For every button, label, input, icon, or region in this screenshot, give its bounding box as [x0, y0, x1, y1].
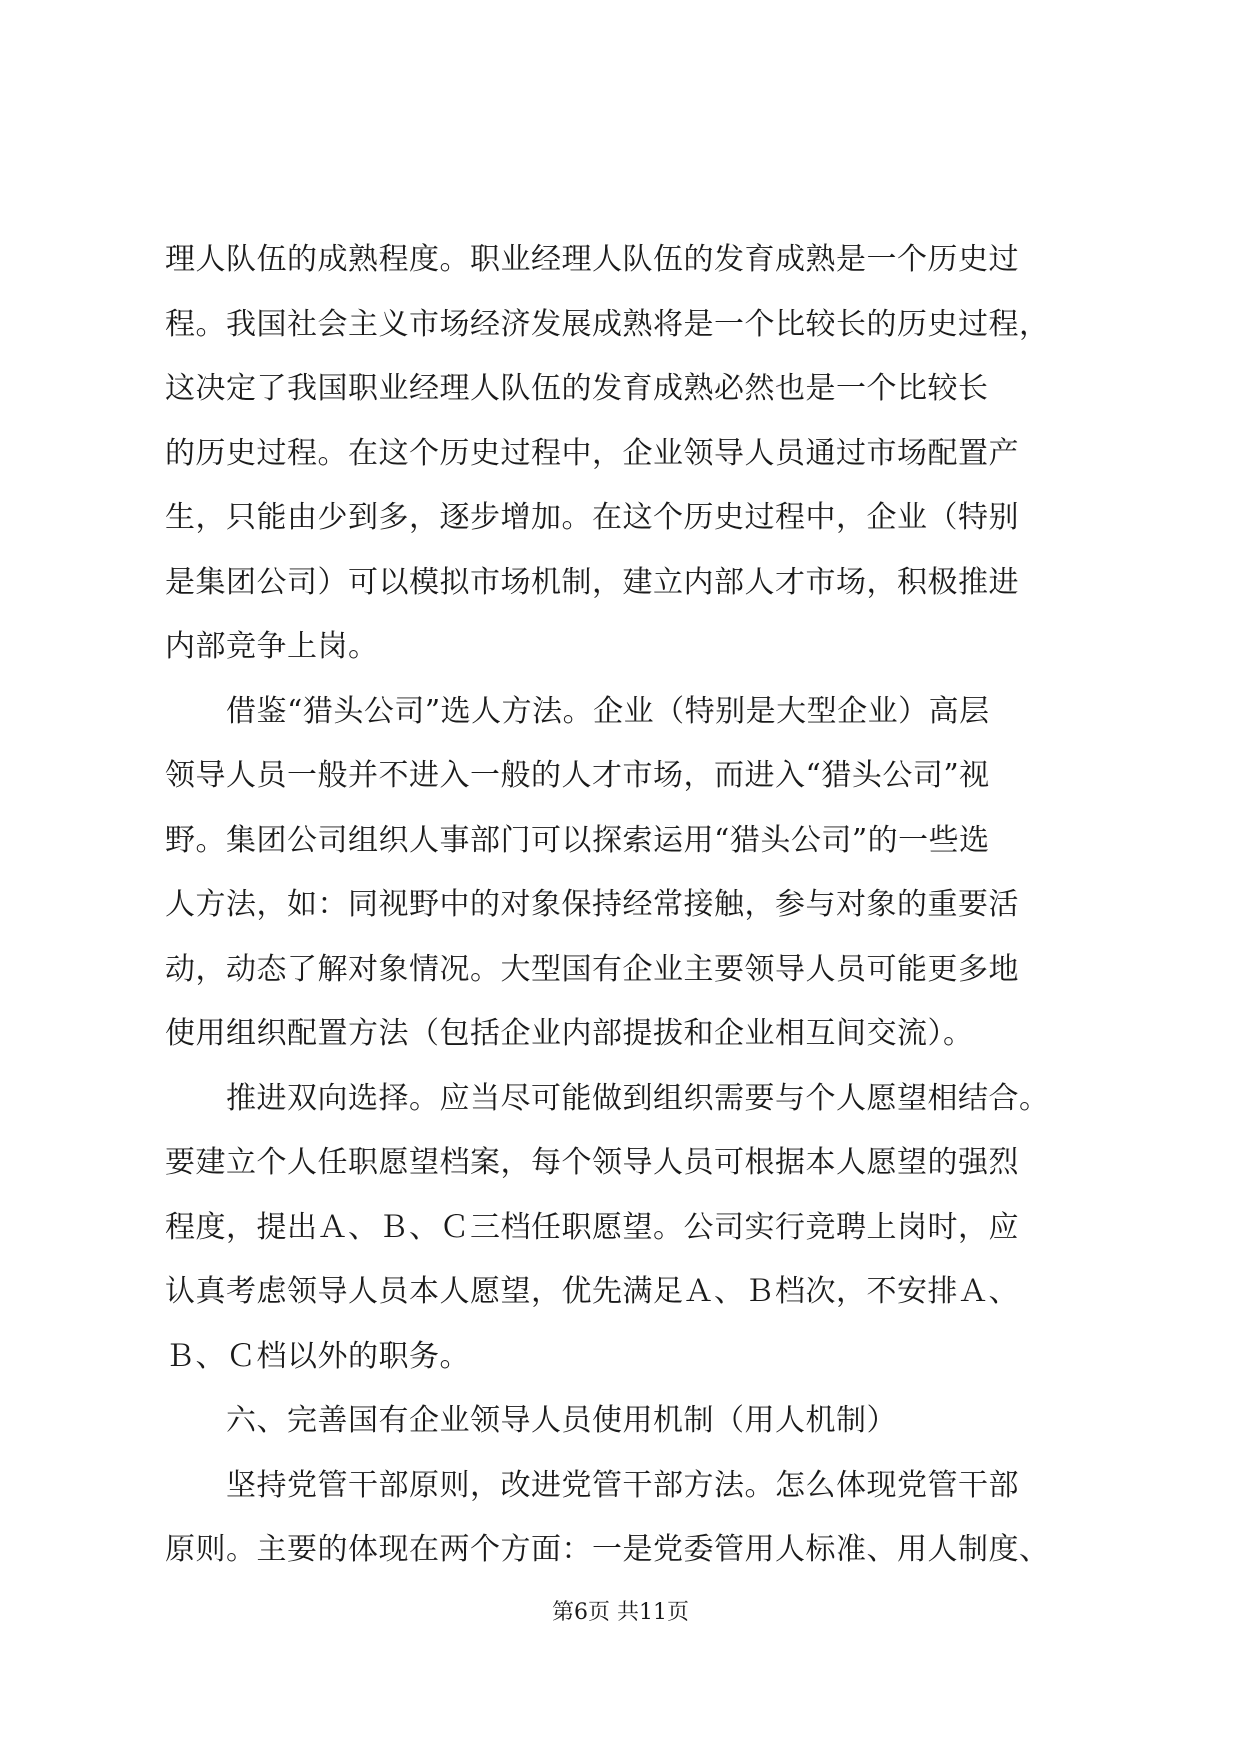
text-line: 人方法，如：同视野中的对象保持经常接触，参与对象的重要活	[165, 887, 1019, 922]
text-line: 借鉴“猎头公司”选人方法。企业（特别是大型企业）高层	[165, 693, 990, 729]
text-line: 使用组织配置方法（包括企业内部提拔和企业相互间交流）。	[165, 1016, 974, 1051]
text-line: 推进双向选择。应当尽可能做到组织需要与个人愿望相结合。	[165, 1080, 1050, 1116]
text-line: 野。集团公司组织人事部门可以探索运用“猎头公司”的一些选	[165, 822, 990, 858]
text-line: 程度，提出Ａ、Ｂ、Ｃ三档任职愿望。公司实行竞聘上岗时，应	[165, 1209, 1019, 1245]
text-line: 的历史过程。在这个历史过程中，企业领导人员通过市场配置产	[165, 435, 1019, 471]
text-line: 这决定了我国职业经理人队伍的发育成熟必然也是一个比较长	[165, 371, 989, 406]
text-line: 是集团公司）可以模拟市场机制，建立内部人才市场，积极推进	[165, 564, 1019, 600]
text-line: 动，动态了解对象情况。大型国有企业主要领导人员可能更多地	[165, 951, 1019, 987]
text-line: 理人队伍的成熟程度。职业经理人队伍的发育成熟是一个历史过	[165, 242, 1019, 277]
text-line: 认真考虑领导人员本人愿望，优先满足Ａ、Ｂ档次，不安排Ａ、	[165, 1274, 1019, 1309]
text-line: 程。我国社会主义市场经济发展成熟将是一个比较长的历史过程，	[165, 306, 1050, 342]
text-line: 内部竞争上岗。	[165, 629, 379, 664]
page-footer: 第6页 共11页	[552, 1600, 689, 1625]
text-line: 生，只能由少到多，逐步增加。在这个历史过程中，企业（特别	[165, 500, 1019, 535]
text-line: 原则。主要的体现在两个方面：一是党委管用人标准、用人制度、	[165, 1532, 1050, 1567]
text-line: 坚持党管干部原则，改进党管干部方法。怎么体现党管干部	[165, 1467, 1019, 1503]
text-line: Ｂ、Ｃ档以外的职务。	[165, 1338, 470, 1374]
body-text	[165, 228, 1085, 1583]
text-line: 领导人员一般并不进入一般的人才市场，而进入“猎头公司”视	[165, 758, 990, 793]
section-heading: 六、完善国有企业领导人员使用机制（用人机制）	[165, 1403, 897, 1438]
text-line: 要建立个人任职愿望档案，每个领导人员可根据本人愿望的强烈	[165, 1145, 1019, 1180]
